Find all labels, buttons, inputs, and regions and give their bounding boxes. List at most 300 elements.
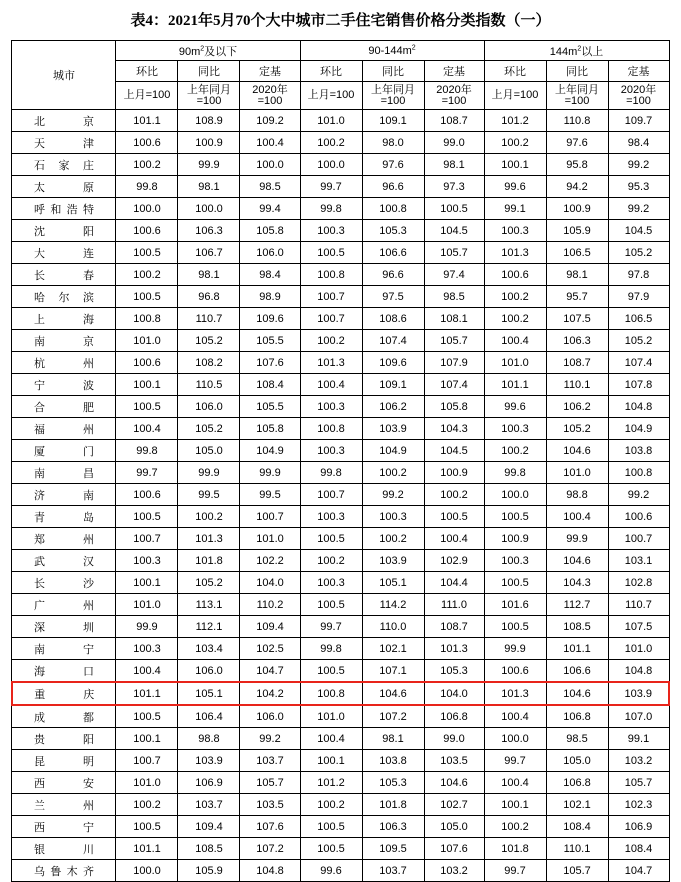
row-value: 101.6: [484, 594, 546, 616]
row-city-name: 贵阳: [12, 728, 116, 750]
header-sub-2-2: 定基: [608, 61, 669, 82]
row-city-name: 哈尔滨: [12, 286, 116, 308]
row-value: 101.3: [424, 638, 484, 660]
row-value: 99.6: [484, 396, 546, 418]
row-value: 104.6: [546, 682, 608, 705]
row-value: 110.1: [546, 374, 608, 396]
header-sub-2-0: 环比: [484, 61, 546, 82]
row-value: 106.6: [362, 242, 424, 264]
row-value: 99.9: [240, 462, 300, 484]
row-value: 106.5: [608, 308, 669, 330]
row-value: 100.8: [300, 264, 362, 286]
row-value: 99.2: [608, 154, 669, 176]
row-value: 100.4: [484, 705, 546, 728]
row-value: 100.6: [484, 264, 546, 286]
table-row: [12, 264, 669, 286]
row-value: 106.8: [546, 705, 608, 728]
row-value: 99.9: [178, 462, 240, 484]
row-value: 100.5: [484, 616, 546, 638]
table-row: [12, 352, 669, 374]
row-value: 105.7: [424, 242, 484, 264]
row-value: 95.3: [608, 176, 669, 198]
row-value: 101.0: [608, 638, 669, 660]
row-value: 100.9: [178, 132, 240, 154]
row-value: 108.4: [546, 816, 608, 838]
row-value: 99.8: [116, 176, 178, 198]
row-city-name: 郑州: [12, 528, 116, 550]
row-value: 100.5: [424, 198, 484, 220]
row-value: 103.7: [362, 860, 424, 882]
row-value: 104.0: [240, 572, 300, 594]
row-value: 105.7: [424, 330, 484, 352]
row-value: 105.2: [178, 330, 240, 352]
row-value: 99.7: [484, 860, 546, 882]
row-value: 97.3: [424, 176, 484, 198]
row-value: 110.0: [362, 616, 424, 638]
row-value: 105.8: [240, 220, 300, 242]
row-value: 98.4: [608, 132, 669, 154]
row-city-name: 北京: [12, 110, 116, 132]
row-value: 107.2: [240, 838, 300, 860]
row-value: 104.2: [240, 682, 300, 705]
header-base-0-2: 2020年=100: [240, 82, 300, 110]
row-value: 100.7: [116, 528, 178, 550]
row-value: 104.8: [608, 660, 669, 683]
row-value: 101.0: [116, 594, 178, 616]
row-value: 98.1: [424, 154, 484, 176]
row-value: 99.4: [240, 198, 300, 220]
row-value: 100.4: [424, 528, 484, 550]
row-value: 100.5: [300, 838, 362, 860]
row-value: 98.8: [178, 728, 240, 750]
row-value: 107.6: [240, 816, 300, 838]
table-row: [12, 286, 669, 308]
row-value: 100.9: [484, 528, 546, 550]
row-city-name: 乌鲁木齐: [12, 860, 116, 882]
row-value: 104.4: [424, 572, 484, 594]
row-value: 100.7: [300, 308, 362, 330]
row-value: 109.6: [240, 308, 300, 330]
row-value: 103.7: [178, 794, 240, 816]
row-value: 108.4: [240, 374, 300, 396]
row-value: 100.8: [116, 308, 178, 330]
row-city-name: 深圳: [12, 616, 116, 638]
row-value: 100.7: [240, 506, 300, 528]
row-value: 106.2: [546, 396, 608, 418]
row-city-name: 厦门: [12, 440, 116, 462]
table-row: [12, 728, 669, 750]
row-value: 110.2: [240, 594, 300, 616]
row-value: 103.9: [362, 418, 424, 440]
row-value: 108.7: [424, 110, 484, 132]
row-value: 100.9: [546, 198, 608, 220]
row-value: 103.2: [608, 750, 669, 772]
table-row: [12, 750, 669, 772]
row-value: 100.6: [484, 660, 546, 683]
row-value: 101.3: [484, 242, 546, 264]
row-value: 99.6: [484, 176, 546, 198]
row-value: 99.5: [178, 484, 240, 506]
row-value: 111.0: [424, 594, 484, 616]
row-value: 104.9: [608, 418, 669, 440]
row-value: 99.7: [300, 616, 362, 638]
row-value: 99.8: [300, 198, 362, 220]
row-value: 100.5: [300, 242, 362, 264]
row-value: 106.3: [178, 220, 240, 242]
row-value: 99.2: [608, 198, 669, 220]
row-value: 100.0: [240, 154, 300, 176]
row-value: 100.2: [300, 550, 362, 572]
row-value: 106.0: [240, 705, 300, 728]
table-row: [12, 110, 669, 132]
row-value: 100.4: [546, 506, 608, 528]
row-value: 107.4: [608, 352, 669, 374]
row-value: 104.6: [546, 440, 608, 462]
row-value: 105.8: [240, 418, 300, 440]
row-city-name: 长春: [12, 264, 116, 286]
row-value: 107.0: [608, 705, 669, 728]
row-value: 105.2: [608, 242, 669, 264]
row-value: 97.6: [546, 132, 608, 154]
row-value: 100.0: [116, 860, 178, 882]
table-row: [12, 374, 669, 396]
row-value: 100.3: [484, 550, 546, 572]
row-value: 105.2: [608, 330, 669, 352]
row-value: 113.1: [178, 594, 240, 616]
row-city-name: 石家庄: [12, 154, 116, 176]
row-value: 109.7: [608, 110, 669, 132]
row-city-name: 南京: [12, 330, 116, 352]
table-row: [12, 838, 669, 860]
row-value: 108.7: [546, 352, 608, 374]
row-value: 100.8: [300, 682, 362, 705]
row-value: 97.6: [362, 154, 424, 176]
row-value: 100.7: [300, 484, 362, 506]
row-city-name: 武汉: [12, 550, 116, 572]
row-city-name: 重庆: [12, 682, 116, 705]
row-value: 100.5: [116, 242, 178, 264]
row-value: 105.5: [240, 330, 300, 352]
row-value: 105.1: [362, 572, 424, 594]
row-value: 101.0: [116, 330, 178, 352]
row-value: 108.1: [424, 308, 484, 330]
row-value: 110.7: [178, 308, 240, 330]
row-value: 109.4: [178, 816, 240, 838]
header-base-1-1: 上年同月=100: [362, 82, 424, 110]
row-value: 104.3: [546, 572, 608, 594]
table-row: [12, 198, 669, 220]
row-value: 100.2: [484, 816, 546, 838]
row-value: 106.4: [178, 705, 240, 728]
row-city-name: 南昌: [12, 462, 116, 484]
row-value: 101.0: [484, 352, 546, 374]
row-city-name: 西安: [12, 772, 116, 794]
table-row: [12, 616, 669, 638]
row-value: 98.4: [240, 264, 300, 286]
row-value: 105.3: [424, 660, 484, 683]
table-row: [12, 550, 669, 572]
row-value: 99.5: [240, 484, 300, 506]
row-value: 105.7: [546, 860, 608, 882]
row-city-name: 太原: [12, 176, 116, 198]
row-value: 100.2: [484, 132, 546, 154]
row-value: 103.1: [608, 550, 669, 572]
row-value: 105.5: [240, 396, 300, 418]
table-row: [12, 528, 669, 550]
table-row: [12, 220, 669, 242]
row-value: 105.2: [546, 418, 608, 440]
row-value: 103.9: [608, 682, 669, 705]
row-value: 106.7: [178, 242, 240, 264]
row-value: 102.5: [240, 638, 300, 660]
row-value: 95.7: [546, 286, 608, 308]
table-row: [12, 308, 669, 330]
row-value: 114.2: [362, 594, 424, 616]
header-sub-2-1: 同比: [546, 61, 608, 82]
row-value: 100.1: [116, 572, 178, 594]
row-value: 107.6: [240, 352, 300, 374]
row-value: 100.5: [116, 705, 178, 728]
header-sub-1-1: 同比: [362, 61, 424, 82]
row-value: 101.3: [178, 528, 240, 550]
row-value: 100.0: [484, 728, 546, 750]
row-value: 100.2: [300, 132, 362, 154]
row-value: 100.1: [300, 750, 362, 772]
row-value: 100.8: [608, 462, 669, 484]
table-row: [12, 418, 669, 440]
row-value: 106.3: [362, 816, 424, 838]
row-value: 99.6: [300, 860, 362, 882]
row-city-name: 宁波: [12, 374, 116, 396]
row-value: 100.6: [116, 132, 178, 154]
row-value: 100.5: [300, 528, 362, 550]
row-value: 104.0: [424, 682, 484, 705]
row-value: 99.7: [300, 176, 362, 198]
page-title: 表4：2021年5月70个大中城市二手住宅销售价格分类指数（一）: [130, 13, 551, 29]
header-base-2-0: 上月=100: [484, 82, 546, 110]
row-value: 100.6: [116, 484, 178, 506]
row-value: 106.3: [546, 330, 608, 352]
row-value: 101.0: [116, 772, 178, 794]
row-value: 106.8: [424, 705, 484, 728]
row-value: 109.1: [362, 110, 424, 132]
row-value: 101.0: [240, 528, 300, 550]
row-value: 106.5: [546, 242, 608, 264]
row-value: 100.2: [116, 794, 178, 816]
row-value: 104.8: [240, 860, 300, 882]
row-value: 100.2: [424, 484, 484, 506]
row-value: 100.8: [300, 418, 362, 440]
row-value: 108.6: [362, 308, 424, 330]
row-value: 101.1: [546, 638, 608, 660]
row-value: 102.7: [424, 794, 484, 816]
row-city-name: 海口: [12, 660, 116, 683]
row-value: 99.2: [362, 484, 424, 506]
row-value: 100.3: [300, 506, 362, 528]
table-row: [12, 132, 669, 154]
row-city-name: 天津: [12, 132, 116, 154]
row-value: 105.3: [362, 772, 424, 794]
row-value: 103.4: [178, 638, 240, 660]
row-value: 100.2: [178, 506, 240, 528]
row-value: 106.6: [546, 660, 608, 683]
row-value: 103.5: [240, 794, 300, 816]
row-value: 97.8: [608, 264, 669, 286]
row-value: 102.3: [608, 794, 669, 816]
row-value: 104.5: [424, 220, 484, 242]
row-value: 99.9: [116, 616, 178, 638]
header-base-1-2: 2020年=100: [424, 82, 484, 110]
row-value: 99.2: [240, 728, 300, 750]
header-base-2-1: 上年同月=100: [546, 82, 608, 110]
row-value: 100.3: [116, 638, 178, 660]
row-value: 99.9: [484, 638, 546, 660]
row-value: 105.0: [178, 440, 240, 462]
row-value: 98.1: [178, 264, 240, 286]
row-value: 104.6: [546, 550, 608, 572]
row-value: 107.9: [424, 352, 484, 374]
row-value: 102.9: [424, 550, 484, 572]
row-value: 101.8: [484, 838, 546, 860]
row-value: 100.0: [300, 154, 362, 176]
row-value: 101.8: [178, 550, 240, 572]
row-value: 100.2: [300, 794, 362, 816]
row-value: 99.0: [424, 728, 484, 750]
row-value: 105.2: [178, 572, 240, 594]
row-value: 98.5: [546, 728, 608, 750]
header-base-0-0: 上月=100: [116, 82, 178, 110]
row-value: 112.7: [546, 594, 608, 616]
row-value: 101.3: [484, 682, 546, 705]
row-city-name: 济南: [12, 484, 116, 506]
row-value: 98.5: [424, 286, 484, 308]
row-city-name: 大连: [12, 242, 116, 264]
table-row: [12, 705, 669, 728]
row-value: 100.5: [116, 396, 178, 418]
header-group-2: $144m^2$以上: [484, 41, 669, 61]
table-row: [12, 816, 669, 838]
header-base-2-2: 2020年=100: [608, 82, 669, 110]
row-city-name: 上海: [12, 308, 116, 330]
row-city-name: 合肥: [12, 396, 116, 418]
row-value: 94.2: [546, 176, 608, 198]
row-value: 100.5: [300, 660, 362, 683]
row-value: 99.7: [116, 462, 178, 484]
row-value: 107.4: [424, 374, 484, 396]
row-value: 100.5: [116, 506, 178, 528]
row-value: 100.3: [300, 440, 362, 462]
row-value: 100.6: [116, 220, 178, 242]
row-value: 101.1: [116, 682, 178, 705]
row-value: 104.9: [362, 440, 424, 462]
row-value: 101.0: [300, 705, 362, 728]
row-value: 107.5: [546, 308, 608, 330]
row-value: 107.4: [362, 330, 424, 352]
table-header-groups: [12, 41, 669, 61]
row-city-name: 西宁: [12, 816, 116, 838]
row-value: 103.9: [362, 550, 424, 572]
row-value: 100.1: [116, 728, 178, 750]
row-value: 100.2: [116, 264, 178, 286]
row-value: 106.0: [178, 660, 240, 683]
table-row: [12, 506, 669, 528]
row-value: 100.0: [178, 198, 240, 220]
row-city-name: 沈阳: [12, 220, 116, 242]
row-value: 96.6: [362, 264, 424, 286]
row-value: 100.5: [484, 506, 546, 528]
row-value: 101.2: [300, 772, 362, 794]
row-value: 99.8: [484, 462, 546, 484]
row-city-name: 昆明: [12, 750, 116, 772]
table-row: [12, 484, 669, 506]
row-value: 100.3: [300, 396, 362, 418]
row-value: 105.0: [424, 816, 484, 838]
row-city-name: 杭州: [12, 352, 116, 374]
table-row: [12, 794, 669, 816]
row-value: 100.1: [484, 154, 546, 176]
row-value: 103.8: [608, 440, 669, 462]
row-value: 100.5: [300, 816, 362, 838]
row-value: 100.5: [300, 594, 362, 616]
row-value: 108.5: [546, 616, 608, 638]
row-value: 108.7: [424, 616, 484, 638]
row-value: 100.8: [362, 198, 424, 220]
row-value: 101.1: [484, 374, 546, 396]
row-city-name: 青岛: [12, 506, 116, 528]
row-value: 100.9: [424, 462, 484, 484]
row-value: 99.8: [300, 462, 362, 484]
row-city-name: 兰州: [12, 794, 116, 816]
row-value: 107.8: [608, 374, 669, 396]
row-value: 100.3: [362, 506, 424, 528]
row-city-name: 呼和浩特: [12, 198, 116, 220]
row-value: 100.7: [116, 750, 178, 772]
row-value: 99.8: [116, 440, 178, 462]
row-value: 104.3: [424, 418, 484, 440]
row-value: 102.1: [362, 638, 424, 660]
table-row: [12, 594, 669, 616]
row-value: 98.1: [178, 176, 240, 198]
row-value: 106.9: [178, 772, 240, 794]
row-value: 110.7: [608, 594, 669, 616]
row-city-name: 南宁: [12, 638, 116, 660]
row-value: 99.9: [546, 528, 608, 550]
row-value: 102.1: [546, 794, 608, 816]
row-value: 110.8: [546, 110, 608, 132]
row-value: 106.9: [608, 816, 669, 838]
row-value: 104.6: [424, 772, 484, 794]
row-value: 106.8: [546, 772, 608, 794]
row-value: 109.6: [362, 352, 424, 374]
row-value: 100.4: [240, 132, 300, 154]
row-value: 100.2: [362, 462, 424, 484]
table-row: [12, 330, 669, 352]
row-value: 104.9: [240, 440, 300, 462]
table-row: [12, 682, 669, 705]
table-row: [12, 860, 669, 882]
price-index-table: [11, 40, 670, 882]
row-value: 108.5: [178, 838, 240, 860]
header-base-1-0: 上月=100: [300, 82, 362, 110]
row-value: 100.5: [116, 286, 178, 308]
row-value: 108.4: [608, 838, 669, 860]
table-row: [12, 396, 669, 418]
row-value: 112.1: [178, 616, 240, 638]
row-city-name: 长沙: [12, 572, 116, 594]
table-row: [12, 638, 669, 660]
row-city-name: 成都: [12, 705, 116, 728]
row-city-name: 福州: [12, 418, 116, 440]
